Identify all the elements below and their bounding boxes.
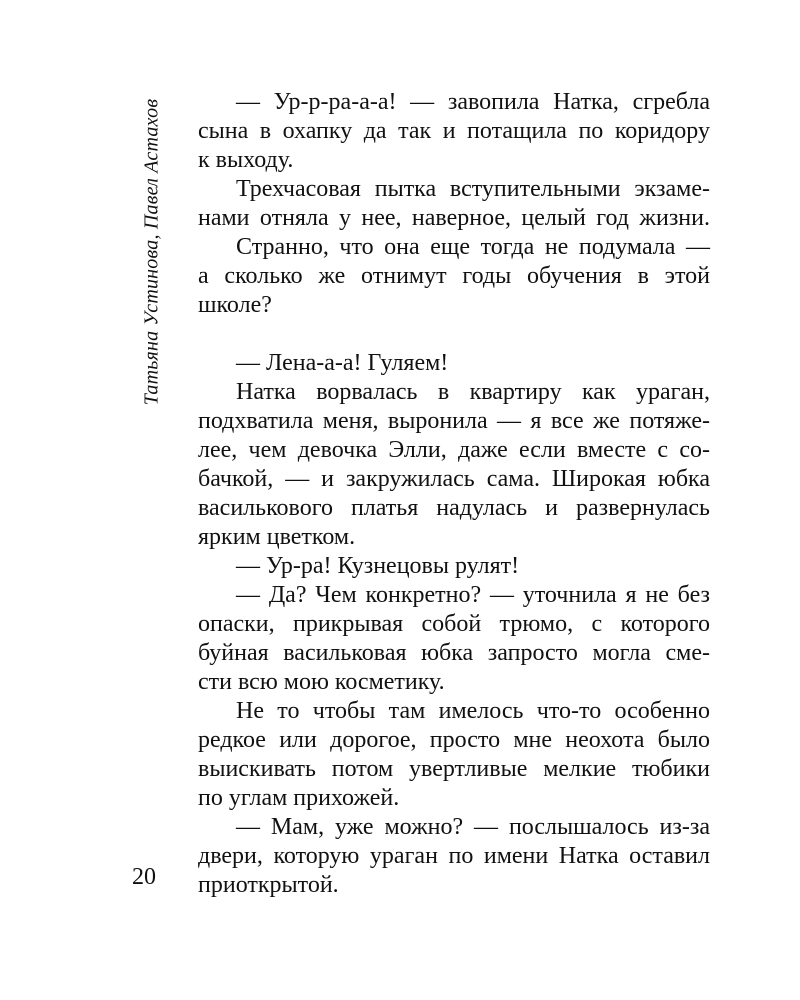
- text-line: школе?: [198, 292, 272, 318]
- text-line: двери, которую ураган по имени Натка оставил: [198, 843, 710, 869]
- text-line: Трехчасовая пытка вступительными экзаме-: [236, 176, 710, 202]
- text-line: подхватила меня, выронила — я все же потяже-: [198, 408, 710, 434]
- running-head: [132, 95, 172, 410]
- text-line: редкое или дорогое, просто мне неохота было: [198, 727, 710, 753]
- page-number: 20: [132, 864, 156, 890]
- text-line: — Ур-р-ра-а-а! — завопила Натка, сгребла: [236, 89, 710, 115]
- body-text: [198, 88, 710, 900]
- text-line: сти всю мою косметику.: [198, 669, 445, 695]
- text-line: к выходу.: [198, 147, 294, 173]
- text-line: — Ур-ра! Кузнецовы рулят!: [236, 553, 520, 579]
- running-head-authors: Татьяна Устинова, Павел Астахов: [140, 98, 163, 406]
- text-line: бачкой, — и закружилась сама. Широкая юбка: [198, 466, 710, 492]
- text-line: нами отняла у нее, наверное, целый год жизни.: [198, 205, 710, 231]
- text-line: выискивать потом увертливые мелкие тюбики: [198, 756, 710, 782]
- text-line: буйная васильковая юбка запросто могла сме-: [198, 640, 710, 666]
- section-break: [198, 320, 710, 349]
- text-line: василькового платья надулась и развернулась: [198, 495, 710, 521]
- text-line: приоткрытой.: [198, 872, 339, 898]
- text-line: а сколько же отнимут годы обучения в этой: [198, 263, 710, 289]
- text-line: Странно, что она еще тогда не подумала —: [236, 234, 710, 260]
- text-line: Натка ворвалась в квартиру как ураган,: [236, 379, 710, 405]
- text-line: Не то чтобы там имелось что-то особенно: [236, 698, 710, 724]
- text-line: ярким цветком.: [198, 524, 356, 550]
- text-line: — Мам, уже можно? — послышалось из-за: [236, 814, 710, 840]
- text-line: лее, чем девочка Элли, даже если вместе с со-: [198, 437, 710, 463]
- text-line: — Да? Чем конкретно? — уточнила я не без: [236, 582, 710, 608]
- text-line: по углам прихожей.: [198, 785, 400, 811]
- text-line: сына в охапку да так и потащила по коридору: [198, 118, 710, 144]
- text-line: опаски, прикрывая собой трюмо, с которого: [198, 611, 710, 637]
- text-line: — Лена-а-а! Гуляем!: [236, 350, 449, 376]
